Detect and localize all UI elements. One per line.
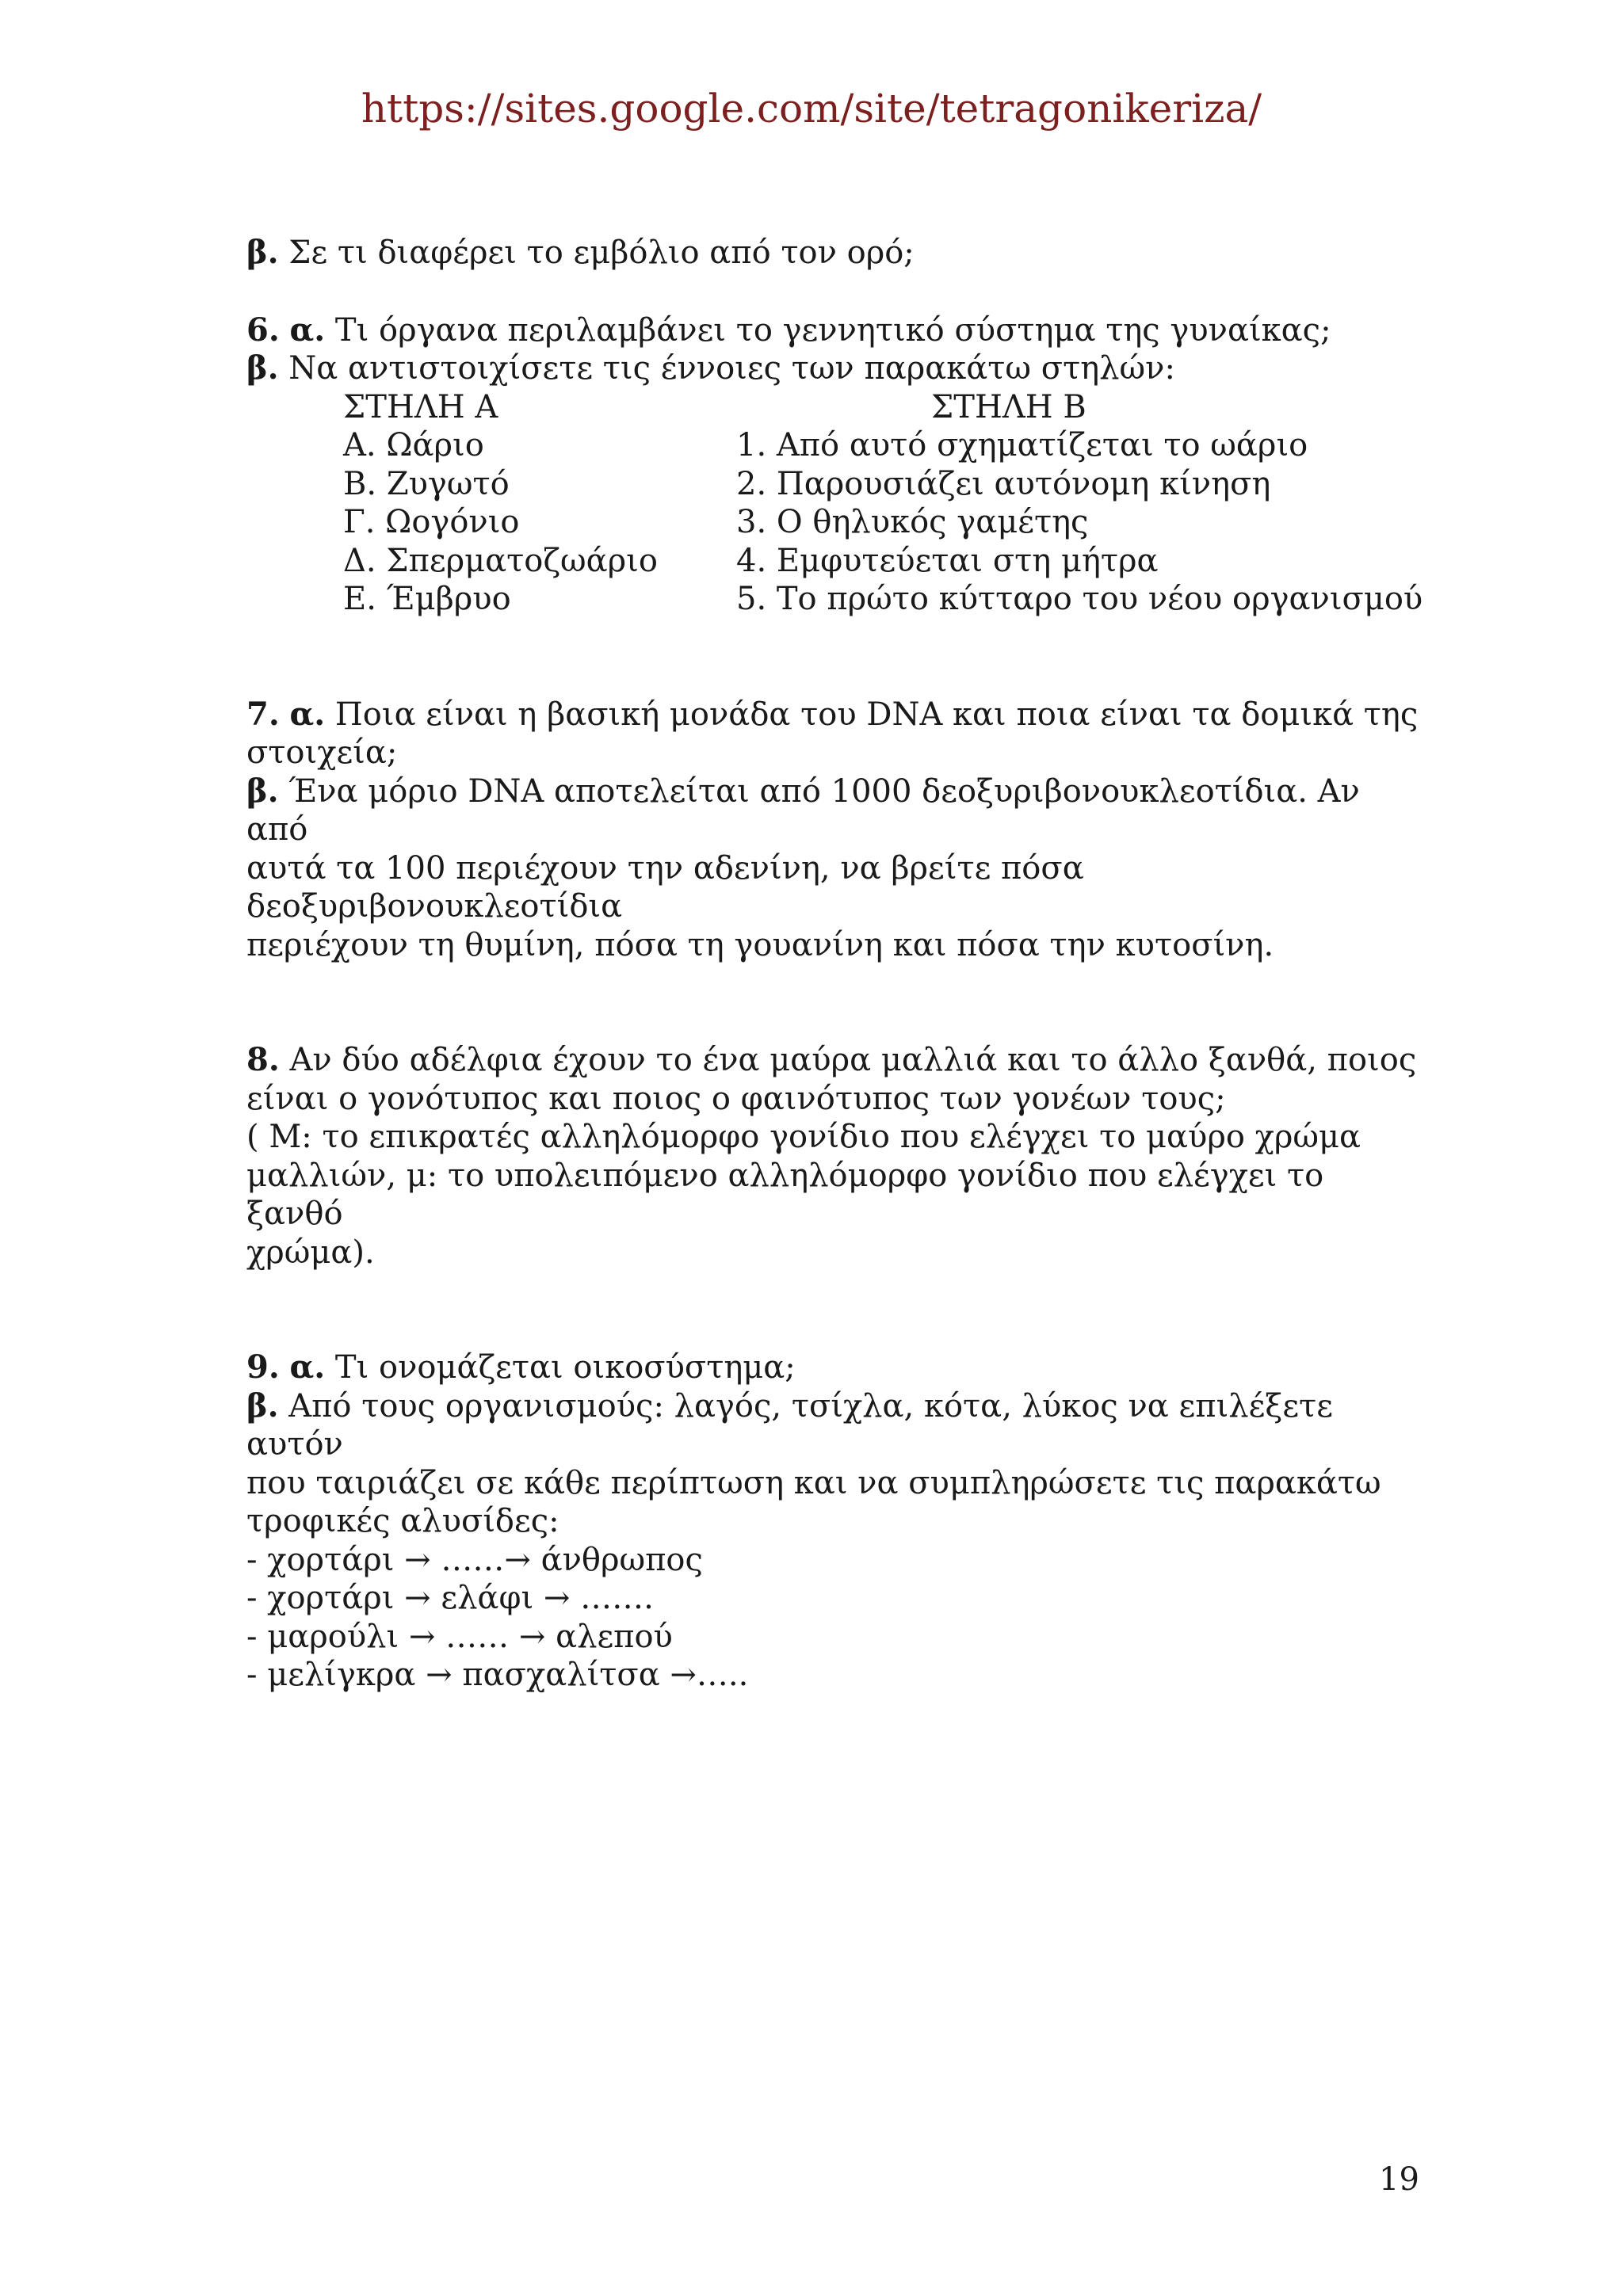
question-7 — [246, 696, 1427, 965]
column-a-header: ΣΤΗΛΗ Α — [343, 388, 498, 425]
question-text: Ένα μόριο DNA αποτελείται από 1000 δεοξυριβονουκλεοτίδια. Αν από — [246, 772, 1360, 848]
question-text-line: στοιχεία; — [246, 734, 398, 771]
question-text-line: ( Μ: το επικρατές αλληλόμορφο γονίδιο που ελέγχει το μαύρο χρώμα — [246, 1119, 1361, 1155]
question-text: Από τους οργανισμούς: λαγός, τσίχλα, κότα, λύκος να επιλέξετε αυτόν — [246, 1387, 1333, 1463]
matching-row — [343, 580, 1423, 619]
question-9b — [246, 1387, 1427, 1464]
question-7a — [246, 696, 1427, 734]
column-a-item: Γ. Ωογόνιο — [343, 504, 520, 540]
question-text: Να αντιστοιχίσετε τις έννοιες των παρακάτω στηλών: — [278, 350, 1175, 387]
question-text-line: χρώμα). — [246, 1234, 375, 1271]
question-text-line: περιέχουν τη θυμίνη, πόσα τη γουανίνη και πόσα την κυτοσίνη. — [246, 926, 1274, 963]
food-chain-item: - χορτάρι → ……→ άνθρωπος — [246, 1541, 703, 1578]
document-body — [246, 234, 1427, 1695]
food-chain-item: - χορτάρι → ελάφι → ……. — [246, 1580, 654, 1616]
matching-header-row — [343, 388, 1423, 427]
matching-row — [343, 503, 1423, 542]
question-6b — [246, 349, 1427, 388]
matching-row — [343, 465, 1423, 504]
part-b-label: β. — [246, 349, 279, 387]
matching-row — [343, 542, 1423, 581]
question-8-line — [246, 1041, 1427, 1080]
food-chain-item: - μαρούλι → …… → αλεπού — [246, 1618, 673, 1655]
header-url: https://sites.google.com/site/tetragonikeriza/ — [361, 86, 1262, 132]
question-text: Σε τι διαφέρει το εμβόλιο από τον ορό; — [278, 235, 915, 271]
column-b-item: 1. Από αυτό σχηματίζεται το ωάριο — [736, 427, 1308, 463]
question-9 — [246, 1348, 1427, 1695]
question-6a — [246, 311, 1427, 350]
question-number: 7. — [246, 695, 280, 733]
question-text: Τι όργανα περιλαμβάνει το γεννητικό σύστημα της γυναίκας; — [325, 311, 1331, 349]
question-9a — [246, 1348, 1427, 1387]
question-text: Ποια είναι η βασική μονάδα του DNA και ποια είναι τα δομικά της — [325, 696, 1419, 733]
column-b-item: 2. Παρουσιάζει αυτόνομη κίνηση — [736, 465, 1271, 502]
column-b-item: 5. Το πρώτο κύτταρο του νέου οργανισμού — [736, 581, 1423, 617]
question-8 — [246, 1041, 1427, 1272]
question-text-line: είναι ο γονότυπος και ποιος ο φαινότυπος των γονέων τους; — [246, 1080, 1226, 1117]
part-b-label: β. — [246, 772, 279, 810]
part-a-label: α. — [289, 695, 326, 733]
column-b-header: ΣΤΗΛΗ Β — [931, 388, 1086, 425]
question-text-line: μαλλιών, μ: το υπολειπόμενο αλληλόμορφο γονίδιο που ελέγχει το ξανθό — [246, 1157, 1324, 1232]
column-b-item: 3. Ο θηλυκός γαμέτης — [736, 504, 1089, 540]
column-a-item: Α. Ωάριο — [343, 427, 484, 463]
question-6 — [246, 311, 1427, 619]
column-b-item: 4. Εμφυτεύεται στη μήτρα — [736, 542, 1159, 579]
column-a-item: Δ. Σπερματοζωάριο — [343, 542, 658, 579]
matching-row — [343, 426, 1423, 465]
food-chain-item: - μελίγκρα → πασχαλίτσα →….. — [246, 1657, 749, 1693]
question-text: Αν δύο αδέλφια έχουν το ένα μαύρα μαλλιά και το άλλο ξανθά, ποιος — [279, 1042, 1417, 1078]
question-text-line: τροφικές αλυσίδες: — [246, 1503, 559, 1539]
question-7b — [246, 772, 1427, 849]
question-number: 9. — [246, 1348, 280, 1386]
matching-table — [343, 388, 1423, 619]
part-b-label: β. — [246, 234, 279, 271]
question-text-line: αυτά τα 100 περιέχουν την αδενίνη, να βρείτε πόσα δεοξυριβονουκλεοτίδια — [246, 849, 1084, 925]
column-a-item: Β. Ζυγωτό — [343, 465, 510, 502]
question-text-line: που ταιριάζει σε κάθε περίπτωση και να συμπληρώσετε τις παρακάτω — [246, 1464, 1381, 1501]
part-a-label: α. — [289, 1348, 326, 1386]
question-number: 8. — [246, 1041, 280, 1078]
column-a-item: Ε. Έμβρυο — [343, 581, 511, 617]
part-a-label: α. — [289, 311, 326, 349]
page-number: 19 — [1379, 2161, 1419, 2198]
question-5b — [246, 234, 1427, 273]
question-text: Τι ονομάζεται οικοσύστημα; — [325, 1349, 796, 1386]
part-b-label: β. — [246, 1386, 279, 1425]
question-number: 6. — [246, 311, 280, 349]
